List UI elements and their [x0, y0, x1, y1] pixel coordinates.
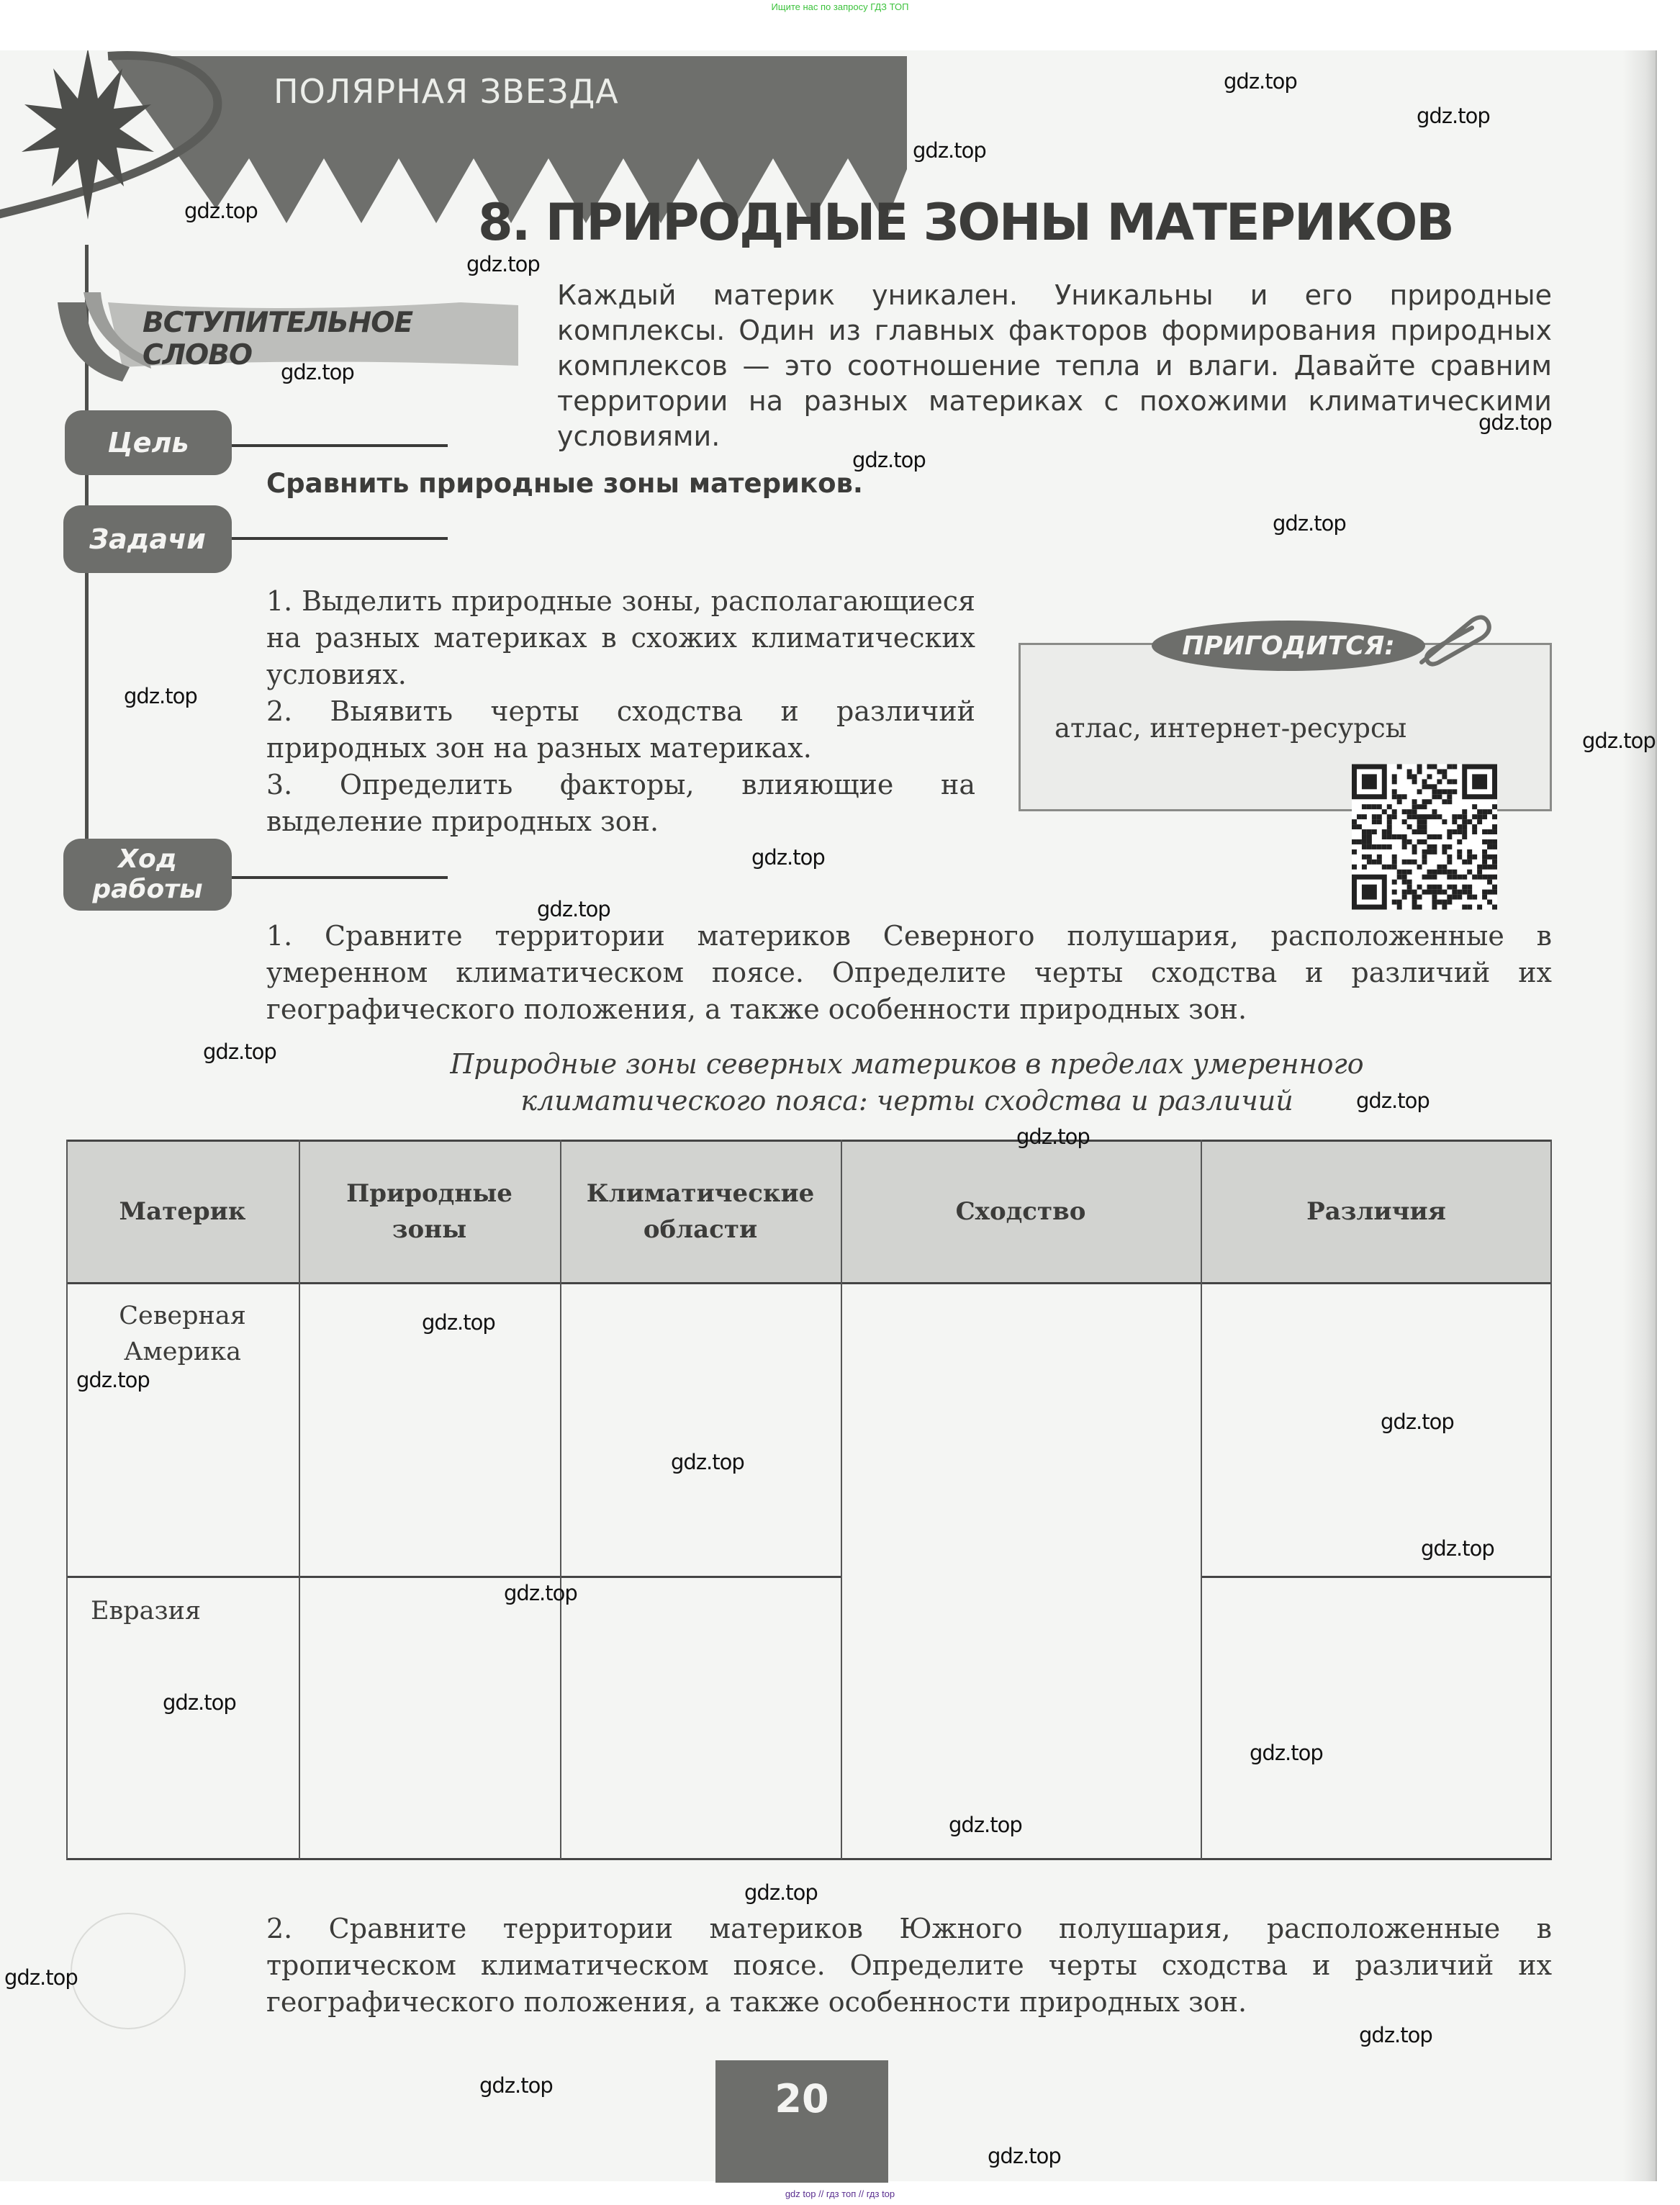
header-text: зоны [392, 1215, 467, 1244]
watermark-stamp: gdz.top [203, 1040, 276, 1064]
header-natural-zones [299, 1140, 560, 1284]
watermark-stamp: gdz.top [124, 684, 197, 708]
watermark-stamp: gdz.top [744, 1880, 818, 1905]
task-item: 2. Выявить черты сходства и различий природных зон на разных материках. [266, 695, 975, 764]
table-border [560, 1140, 561, 1859]
table-caption-line2: климатического пояса: черты сходства и различий [520, 1085, 1293, 1117]
watermark-stamp: gdz.top [504, 1581, 577, 1605]
header-similarity [841, 1140, 1201, 1284]
watermark-stamp: gdz.top [1478, 410, 1552, 435]
watermark-stamp: gdz.top [1273, 511, 1346, 536]
chapter-title: 8. ПРИРОДНЫЕ ЗОНЫ МАТЕРИКОВ [478, 193, 1453, 252]
page-number: 20 [715, 2060, 888, 2183]
useful-text: атлас, интернет-ресурсы [1054, 713, 1407, 744]
watermark-stamp: gdz.top [988, 2144, 1061, 2168]
task-item: 3. Определить факторы, влияющие на выделение природных зон. [266, 769, 975, 837]
table-border [66, 1858, 1552, 1860]
watermark-stamp: gdz.top [76, 1368, 150, 1392]
header-text: области [643, 1215, 758, 1244]
watermark-stamp: gdz.top [852, 448, 926, 472]
table-border [66, 1576, 841, 1578]
workflow-label-line2: работы [92, 875, 203, 904]
watermark-stamp: gdz.top [479, 2073, 553, 2098]
cell-eu-climate[interactable] [560, 1577, 841, 1859]
cell-na-differences[interactable] [1201, 1284, 1552, 1577]
continent-name: Америка [124, 1338, 241, 1366]
watermark-stamp: gdz.top [1250, 1741, 1323, 1765]
footer-links[interactable]: gdz top // гдз топ // гдз top [785, 2188, 895, 2199]
workflow-label [63, 839, 232, 911]
series-title: ПОЛЯРНАЯ ЗВЕЗДА [274, 72, 619, 111]
watermark-stamp: gdz.top [537, 897, 610, 921]
header-climate-regions [560, 1140, 841, 1284]
table-border [1550, 1140, 1552, 1859]
intro-label-ribbon [58, 288, 518, 371]
cell-na-climate[interactable] [560, 1284, 841, 1577]
header-continent [66, 1140, 299, 1284]
table-caption [288, 1046, 1526, 1119]
goal-connector [232, 444, 448, 447]
useful-label: ПРИГОДИТСЯ: [1152, 621, 1425, 671]
goal-label: Цель [65, 410, 232, 475]
cell-similarity[interactable] [841, 1284, 1201, 1859]
task-item: 1. Выделить природные зоны, располагающиеся на разных материках в схожих климатических условиях. [266, 585, 975, 690]
header-text: Сходство [955, 1197, 1086, 1226]
task-2-text: 2. Сравните территории материков Южного полушария, расположенные в тропическом климатическом поясе. Определите черты сходства и различий их географического положения, а также особенности природных зон. [266, 1913, 1552, 2018]
table-border [66, 1282, 1552, 1284]
watermark-stamp: gdz.top [4, 1965, 78, 1990]
continent-name: Северная [119, 1302, 246, 1330]
tasks-label: Задачи [63, 505, 232, 573]
row-continent-north-america [66, 1298, 299, 1370]
workflow-label-line1: Ход [118, 844, 177, 874]
watermark-stamp: gdz.top [1417, 104, 1490, 128]
watermark-stamp: gdz.top [163, 1690, 236, 1715]
search-hint-banner: Ищите нас по запросу ГДЗ ТОП [771, 1, 909, 12]
paperclip-icon [1414, 612, 1494, 669]
workflow-connector [232, 876, 448, 879]
watermark-stamp: gdz.top [1381, 1410, 1454, 1434]
watermark-stamp: gdz.top [1016, 1124, 1090, 1149]
cell-eu-differences[interactable] [1201, 1577, 1552, 1859]
header-band [0, 50, 1648, 288]
watermark-stamp: gdz.top [422, 1310, 495, 1335]
header-text: Различия [1306, 1197, 1446, 1226]
table-border [1201, 1140, 1202, 1859]
goal-text: Сравнить природные зоны материков. [266, 468, 863, 499]
watermark-stamp: gdz.top [671, 1450, 744, 1474]
table-border [66, 1140, 1552, 1142]
watermark-stamp: gdz.top [281, 360, 354, 384]
watermark-stamp: gdz.top [1356, 1088, 1430, 1113]
table-border [841, 1140, 842, 1859]
intro-label-text: ВСТУПИТЕЛЬНОЕ СЛОВО [143, 307, 413, 371]
table-border [1201, 1576, 1552, 1578]
cell-eu-zones[interactable] [299, 1577, 560, 1859]
qr-code-icon[interactable] [1352, 763, 1497, 911]
header-text: Материк [119, 1197, 246, 1226]
watermark-stamp: gdz.top [913, 138, 986, 163]
tasks-connector [232, 537, 448, 540]
intro-text: Каждый материк уникален. Уникальны и его природные комплексы. Один из главных факторов формирования природных комплексов — это соотношение тепла и влаги. Давайте сравним территории на разных материках с похожими климатическими условиями. [557, 279, 1552, 452]
comparison-table [66, 1140, 1552, 1859]
row-continent-eurasia [66, 1593, 299, 1629]
decorative-circle [71, 1913, 186, 2029]
page-spine-edge [1623, 50, 1657, 2181]
watermark-stamp: gdz.top [1421, 1536, 1494, 1561]
watermark-stamp: gdz.top [466, 252, 540, 276]
header-text: Природные [346, 1179, 512, 1208]
table-caption-line1: Природные зоны северных материков в пределах умеренного [450, 1048, 1364, 1080]
watermark-stamp: gdz.top [751, 845, 825, 870]
header-text: Климатические [586, 1179, 815, 1208]
header-differences [1201, 1140, 1552, 1284]
watermark-stamp: gdz.top [1359, 2023, 1432, 2047]
watermark-stamp: gdz.top [1224, 69, 1297, 94]
continent-name: Евразия [91, 1597, 202, 1625]
task-1-text: 1. Сравните территории материков Северного полушария, расположенные в умеренном климатическом поясе. Определите черты сходства и различий их географического положения, а также особенности природных зон. [266, 920, 1552, 1025]
watermark-stamp: gdz.top [949, 1813, 1022, 1837]
table-border [299, 1140, 300, 1859]
tasks-list [266, 583, 975, 840]
watermark-stamp: gdz.top [1582, 729, 1656, 753]
table-border [66, 1140, 68, 1859]
watermark-stamp: gdz.top [184, 199, 258, 223]
